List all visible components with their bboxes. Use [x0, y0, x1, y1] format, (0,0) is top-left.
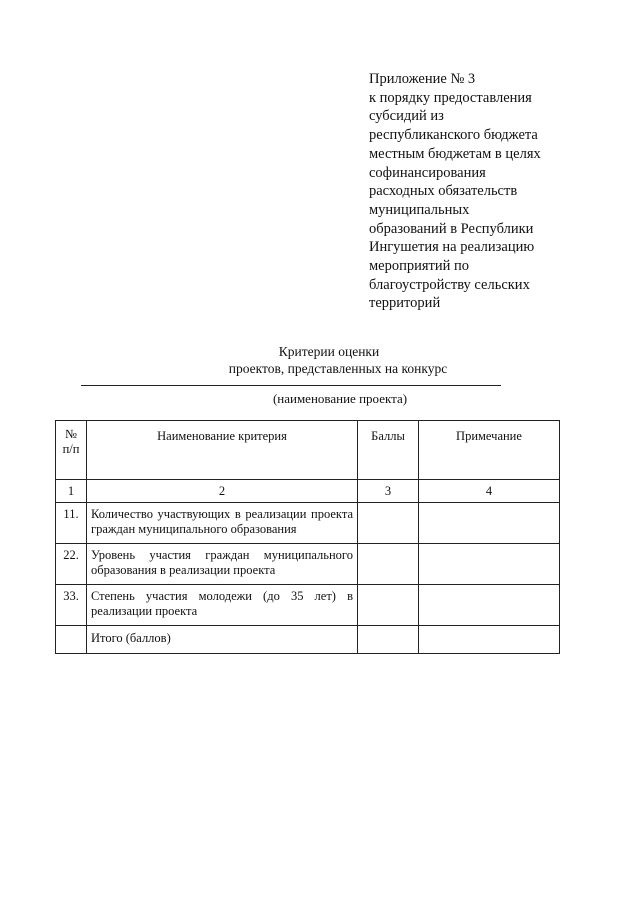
table-row	[56, 503, 560, 544]
header-note: Примечание	[419, 421, 560, 480]
appendix-line: республиканского бюджета	[369, 127, 538, 144]
table-header-row	[56, 421, 560, 480]
appendix-line: Приложение № 3	[369, 71, 476, 87]
col-number: 3	[358, 480, 419, 503]
row-note[interactable]	[419, 585, 560, 626]
header-name: Наименование критерия	[87, 421, 358, 480]
appendix-line: субсидий из	[369, 108, 444, 125]
project-name-caption: (наименование проекта)	[272, 391, 408, 406]
column-number-row	[56, 480, 560, 503]
title-line-1: Критерии оценки	[278, 344, 380, 359]
row-criterion: Уровень участия граждан муниципального образования в реализации проекта	[87, 544, 358, 585]
table-row	[56, 585, 560, 626]
appendix-line: благоустройству сельских	[369, 276, 530, 293]
appendix-line: муниципальных	[369, 201, 470, 218]
row-num: 22.	[56, 544, 87, 585]
appendix-header	[369, 70, 599, 313]
appendix-line: территорий	[369, 295, 441, 312]
criteria-table	[55, 420, 560, 654]
appendix-line: мероприятий по	[369, 258, 470, 275]
appendix-line: софинансирования	[369, 164, 486, 181]
row-points[interactable]	[358, 544, 419, 585]
total-row	[56, 626, 560, 654]
header-num: № п/п	[56, 421, 87, 480]
row-num: 11.	[56, 503, 87, 544]
title-line-2: проектов, представленных на конкурс	[228, 361, 448, 376]
total-note[interactable]	[419, 626, 560, 654]
total-label: Итого (баллов)	[87, 626, 358, 654]
col-number: 2	[87, 480, 358, 503]
appendix-line: к порядку предоставления	[369, 89, 532, 106]
appendix-line: местным бюджетам в целях	[369, 145, 541, 162]
row-note[interactable]	[419, 544, 560, 585]
header-points: Баллы	[358, 421, 419, 480]
document-title	[0, 343, 640, 377]
row-note[interactable]	[419, 503, 560, 544]
col-number: 4	[419, 480, 560, 503]
table-row	[56, 544, 560, 585]
total-points[interactable]	[358, 626, 419, 654]
total-num	[56, 626, 87, 654]
row-points[interactable]	[358, 503, 419, 544]
row-points[interactable]	[358, 585, 419, 626]
appendix-line: расходных обязательств	[369, 183, 518, 200]
row-num: 33.	[56, 585, 87, 626]
appendix-line: образований в Республики	[369, 220, 534, 237]
row-criterion: Количество участвующих в реализации проекта граждан муниципального образования	[87, 503, 358, 544]
appendix-line: Ингушетия на реализацию	[369, 239, 535, 256]
project-name-line	[81, 385, 501, 386]
row-criterion: Степень участия молодежи (до 35 лет) в реализации проекта	[87, 585, 358, 626]
col-number: 1	[56, 480, 87, 503]
